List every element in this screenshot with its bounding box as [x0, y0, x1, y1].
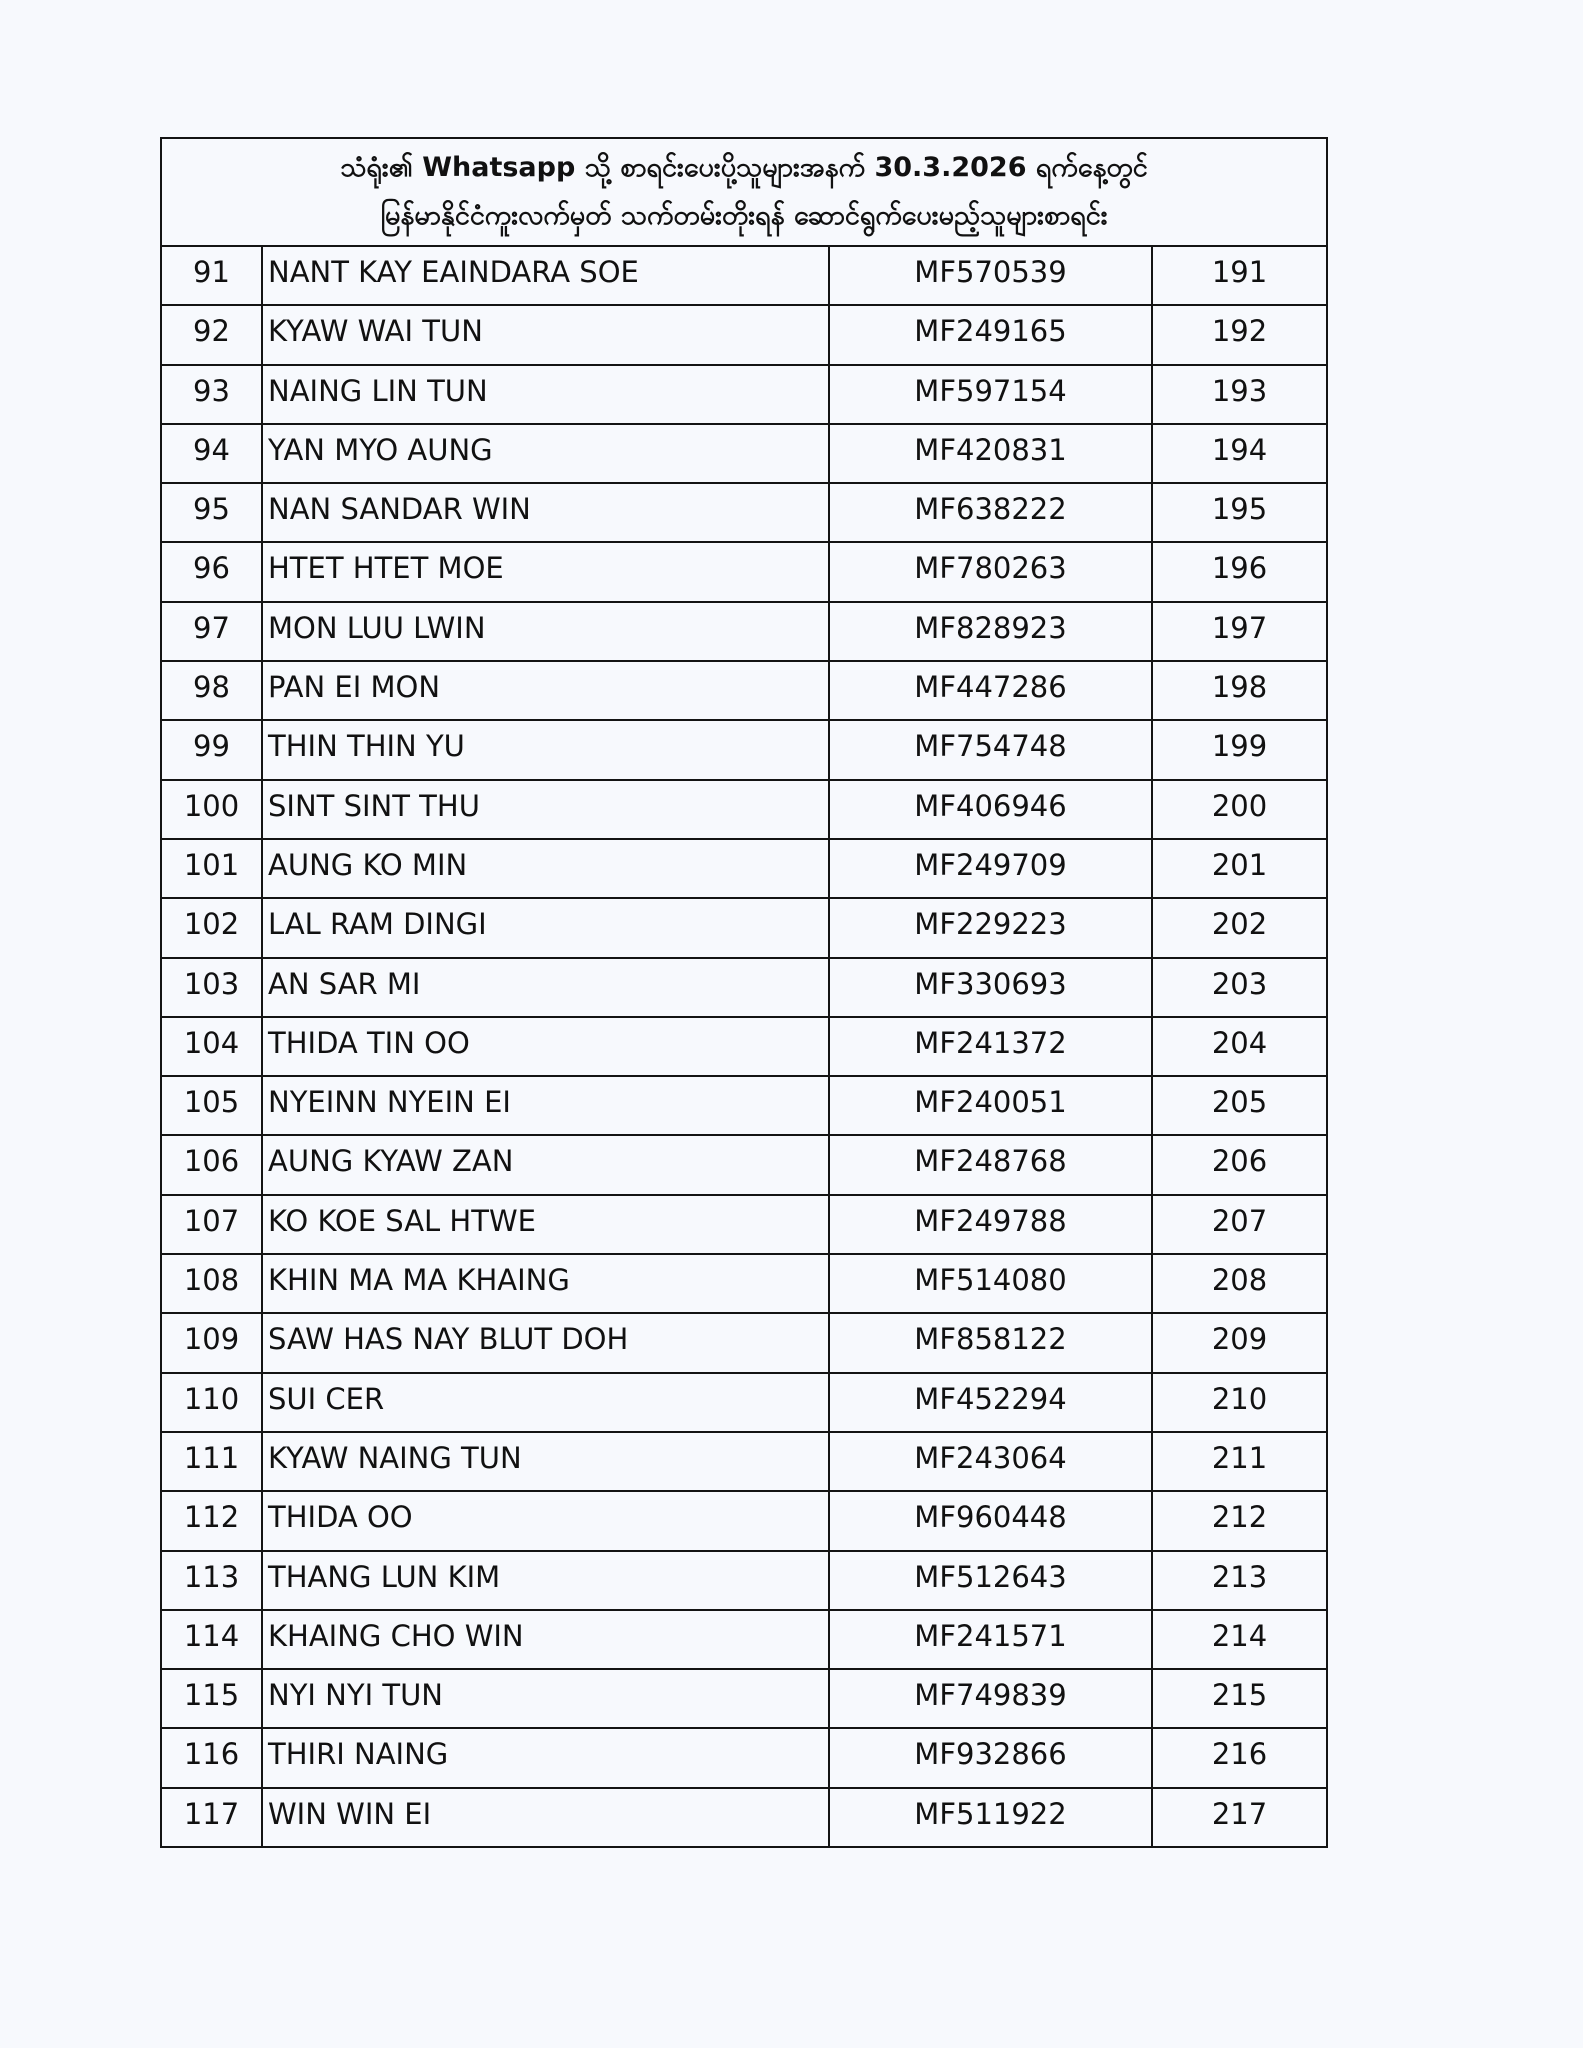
- row-number: 109: [161, 1313, 262, 1372]
- row-number: 92: [161, 305, 262, 364]
- row-number: 91: [161, 246, 262, 305]
- row-number: 103: [161, 958, 262, 1017]
- passport-number: MF249788: [829, 1195, 1152, 1254]
- sequence-number: 193: [1152, 365, 1327, 424]
- person-name: KHIN MA MA KHAING: [262, 1254, 829, 1313]
- passport-number: MF858122: [829, 1313, 1152, 1372]
- title-line-2: မြန်မာနိုင်ငံကူးလက်မှတ် သက်တမ်းတိုးရန် ဆောင်ရွက်ပေးမည့်သူများစာရင်း: [380, 200, 1108, 231]
- passport-number: MF514080: [829, 1254, 1152, 1313]
- table-row: [161, 839, 1327, 898]
- sequence-number: 216: [1152, 1728, 1327, 1787]
- row-number: 112: [161, 1491, 262, 1550]
- table-row: [161, 1135, 1327, 1194]
- row-number: 117: [161, 1788, 262, 1847]
- row-number: 111: [161, 1432, 262, 1491]
- person-name: THANG LUN KIM: [262, 1551, 829, 1610]
- passport-number: MF452294: [829, 1373, 1152, 1432]
- passport-number: MF420831: [829, 424, 1152, 483]
- table-row: [161, 602, 1327, 661]
- sequence-number: 203: [1152, 958, 1327, 1017]
- person-name: AUNG KYAW ZAN: [262, 1135, 829, 1194]
- table-row: [161, 424, 1327, 483]
- sequence-number: 198: [1152, 661, 1327, 720]
- person-name: AUNG KO MIN: [262, 839, 829, 898]
- sequence-number: 204: [1152, 1017, 1327, 1076]
- passport-number: MF511922: [829, 1788, 1152, 1847]
- passport-number: MF240051: [829, 1076, 1152, 1135]
- row-number: 110: [161, 1373, 262, 1432]
- person-name: MON LUU LWIN: [262, 602, 829, 661]
- person-name: THIN THIN YU: [262, 720, 829, 779]
- row-number: 93: [161, 365, 262, 424]
- passport-number: MF249165: [829, 305, 1152, 364]
- passport-number: MF330693: [829, 958, 1152, 1017]
- passport-number: MF512643: [829, 1551, 1152, 1610]
- person-name: KO KOE SAL HTWE: [262, 1195, 829, 1254]
- person-name: KYAW NAING TUN: [262, 1432, 829, 1491]
- sequence-number: 201: [1152, 839, 1327, 898]
- table-row: [161, 898, 1327, 957]
- sequence-number: 205: [1152, 1076, 1327, 1135]
- table-row: [161, 1610, 1327, 1669]
- table-row: [161, 542, 1327, 601]
- passport-number: MF932866: [829, 1728, 1152, 1787]
- person-name: NANT KAY EAINDARA SOE: [262, 246, 829, 305]
- table-row: [161, 1669, 1327, 1728]
- row-number: 114: [161, 1610, 262, 1669]
- passport-number: MF754748: [829, 720, 1152, 779]
- passport-number: MF241571: [829, 1610, 1152, 1669]
- passport-number: MF248768: [829, 1135, 1152, 1194]
- passport-number: MF243064: [829, 1432, 1152, 1491]
- passport-number: MF597154: [829, 365, 1152, 424]
- row-number: 100: [161, 780, 262, 839]
- passport-number: MF249709: [829, 839, 1152, 898]
- sequence-number: 202: [1152, 898, 1327, 957]
- sequence-number: 210: [1152, 1373, 1327, 1432]
- row-number: 107: [161, 1195, 262, 1254]
- row-number: 94: [161, 424, 262, 483]
- table-row: [161, 1728, 1327, 1787]
- table-row: [161, 1017, 1327, 1076]
- sequence-number: 206: [1152, 1135, 1327, 1194]
- row-number: 115: [161, 1669, 262, 1728]
- table-row: [161, 1254, 1327, 1313]
- person-name: NYI NYI TUN: [262, 1669, 829, 1728]
- sequence-number: 194: [1152, 424, 1327, 483]
- sequence-number: 211: [1152, 1432, 1327, 1491]
- person-name: SAW HAS NAY BLUT DOH: [262, 1313, 829, 1372]
- person-name: KHAING CHO WIN: [262, 1610, 829, 1669]
- table-row: [161, 1195, 1327, 1254]
- row-number: 113: [161, 1551, 262, 1610]
- table-row: [161, 1373, 1327, 1432]
- sequence-number: 212: [1152, 1491, 1327, 1550]
- table-row: [161, 1551, 1327, 1610]
- row-number: 106: [161, 1135, 262, 1194]
- table-header-row: [161, 138, 1327, 246]
- passport-renewal-list-table: [160, 137, 1328, 1848]
- row-number: 104: [161, 1017, 262, 1076]
- person-name: NAING LIN TUN: [262, 365, 829, 424]
- row-number: 101: [161, 839, 262, 898]
- passport-number: MF749839: [829, 1669, 1152, 1728]
- sequence-number: 208: [1152, 1254, 1327, 1313]
- row-number: 102: [161, 898, 262, 957]
- table-title: [161, 138, 1327, 246]
- passport-number: MF447286: [829, 661, 1152, 720]
- person-name: AN SAR MI: [262, 958, 829, 1017]
- person-name: SUI CER: [262, 1373, 829, 1432]
- sequence-number: 192: [1152, 305, 1327, 364]
- person-name: YAN MYO AUNG: [262, 424, 829, 483]
- sequence-number: 195: [1152, 483, 1327, 542]
- row-number: 116: [161, 1728, 262, 1787]
- person-name: WIN WIN EI: [262, 1788, 829, 1847]
- table-row: [161, 246, 1327, 305]
- passport-number: MF406946: [829, 780, 1152, 839]
- person-name: THIDA OO: [262, 1491, 829, 1550]
- table-row: [161, 1076, 1327, 1135]
- table-row: [161, 720, 1327, 779]
- row-number: 96: [161, 542, 262, 601]
- passport-number: MF241372: [829, 1017, 1152, 1076]
- table-body: [161, 246, 1327, 1847]
- row-number: 97: [161, 602, 262, 661]
- sequence-number: 191: [1152, 246, 1327, 305]
- passport-number: MF638222: [829, 483, 1152, 542]
- table-row: [161, 1491, 1327, 1550]
- table-row: [161, 1788, 1327, 1847]
- row-number: 108: [161, 1254, 262, 1313]
- person-name: SINT SINT THU: [262, 780, 829, 839]
- sequence-number: 217: [1152, 1788, 1327, 1847]
- passport-number: MF780263: [829, 542, 1152, 601]
- person-name: HTET HTET MOE: [262, 542, 829, 601]
- passport-number: MF570539: [829, 246, 1152, 305]
- passport-number: MF828923: [829, 602, 1152, 661]
- person-name: THIDA TIN OO: [262, 1017, 829, 1076]
- table-row: [161, 1313, 1327, 1372]
- title-line-1: သံရုံး၏ Whatsapp သို့ စာရင်းပေးပို့သူများအနက် 30.3.2026 ရက်နေ့တွင်: [340, 152, 1148, 183]
- sequence-number: 215: [1152, 1669, 1327, 1728]
- table-row: [161, 1432, 1327, 1491]
- person-name: NYEINN NYEIN EI: [262, 1076, 829, 1135]
- row-number: 105: [161, 1076, 262, 1135]
- sequence-number: 214: [1152, 1610, 1327, 1669]
- table-row: [161, 305, 1327, 364]
- passport-number: MF960448: [829, 1491, 1152, 1550]
- sequence-number: 207: [1152, 1195, 1327, 1254]
- sequence-number: 196: [1152, 542, 1327, 601]
- person-name: NAN SANDAR WIN: [262, 483, 829, 542]
- sequence-number: 199: [1152, 720, 1327, 779]
- row-number: 98: [161, 661, 262, 720]
- person-name: PAN EI MON: [262, 661, 829, 720]
- table-row: [161, 661, 1327, 720]
- passport-number: MF229223: [829, 898, 1152, 957]
- person-name: THIRI NAING: [262, 1728, 829, 1787]
- sequence-number: 200: [1152, 780, 1327, 839]
- person-name: KYAW WAI TUN: [262, 305, 829, 364]
- table-row: [161, 958, 1327, 1017]
- table-row: [161, 780, 1327, 839]
- row-number: 99: [161, 720, 262, 779]
- table-row: [161, 483, 1327, 542]
- table-row: [161, 365, 1327, 424]
- sequence-number: 209: [1152, 1313, 1327, 1372]
- sequence-number: 213: [1152, 1551, 1327, 1610]
- sequence-number: 197: [1152, 602, 1327, 661]
- person-name: LAL RAM DINGI: [262, 898, 829, 957]
- row-number: 95: [161, 483, 262, 542]
